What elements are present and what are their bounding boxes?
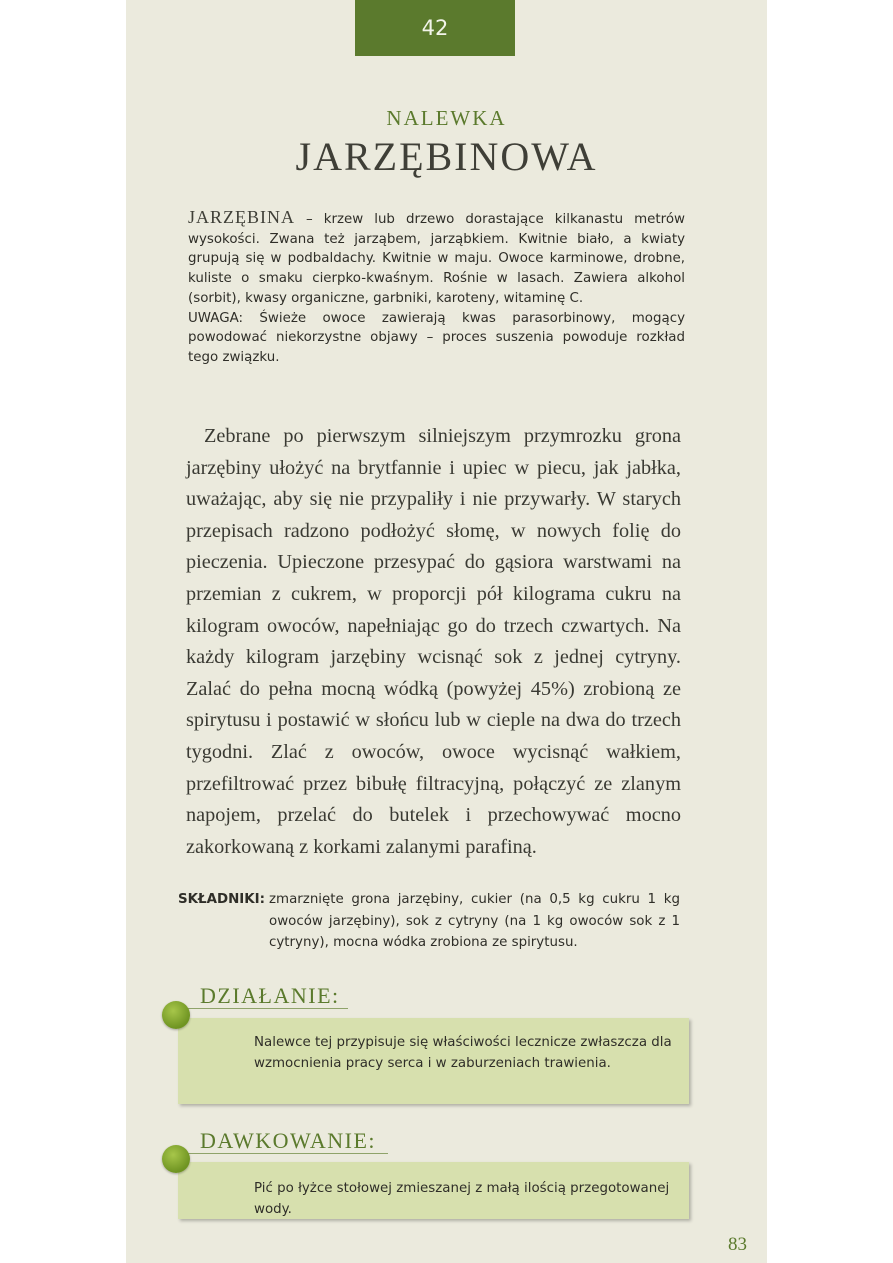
action-text: Nalewce tej przypisuje się właściwości lecznicze zwłaszcza dla wzmocnienia pracy serca i w zaburzeniach trawienia. bbox=[254, 1035, 672, 1071]
page-title: JARZĘBINOWA bbox=[295, 134, 598, 179]
dosage-heading-underline bbox=[188, 1153, 388, 1154]
dosage-text: Pić po łyżce stołowej zmieszanej z małą ilością przegotowanej wody. bbox=[254, 1181, 670, 1217]
intro-paragraph bbox=[188, 208, 685, 368]
chapter-number-tab bbox=[355, 0, 515, 56]
action-heading: DZIAŁANIE: bbox=[200, 983, 340, 1008]
dosage-heading: DAWKOWANIE: bbox=[200, 1128, 377, 1153]
dosage-bullet-icon bbox=[162, 1145, 190, 1173]
recipe-text bbox=[186, 421, 681, 863]
intro-warning: UWAGA: Świeże owoce zawierają kwas parasorbinowy, mogący powodować niekorzystne objawy – proces suszenia powoduje rozkład tego związku. bbox=[188, 310, 685, 365]
ingredients-block bbox=[178, 889, 683, 954]
action-box bbox=[178, 1018, 689, 1104]
book-page bbox=[126, 0, 767, 1263]
ingredients-label: SKŁADNIKI: bbox=[178, 892, 265, 907]
page-number: 83 bbox=[728, 1234, 747, 1255]
recipe-paragraph: Zebrane po pierwszym silniejszym przymrozku grona jarzębiny ułożyć na brytfannie i upiec w piecu, jak jabłka, uważając, aby się nie przypaliły i nie przywarły. W starych przepisach radzono podłożyć słomę, w nowych folię do pieczenia. Upieczone przesypać do gąsiora warstwami na przemian z cukrem, w proporcji pół kilograma cukru na kilogram owoców, napełniając go do trzech czwartych. Na każdy kilogram jarzębiny wcisnąć sok z jednej cytryny. Zalać do pełna mocną wódką (powyżej 45%) zrobioną ze spirytusu i postawić w słońcu lub w cieple na dwa do trzech tygodni. Zlać z owoców, owoce wycisnąć wałkiem, przefiltrować przez bibułę filtracyjną, połączyć ze zlanym napojem, przelać do butelek i przechowywać mocno zakorkowaną z korkami zalanymi parafiną. bbox=[186, 425, 681, 858]
chapter-number: 42 bbox=[421, 16, 449, 40]
action-bullet-icon bbox=[162, 1001, 190, 1029]
title-kicker: NALEWKA bbox=[386, 106, 507, 130]
ingredients-text: zmarznięte grona jarzębiny, cukier (na 0,5 kg cukru 1 kg owoców jarzębiny), sok z cytryny (na 1 kg owoców sok z 1 cytryny), mocna wódka zrobiona ze spirytusu. bbox=[269, 892, 680, 950]
dosage-box bbox=[178, 1162, 689, 1219]
intro-lead-word: JARZĘBINA bbox=[188, 207, 295, 227]
intro-text: – krzew lub drzewo dorastające kilkanastu metrów wysokości. Zwana też jarząbem, jarząbkiem. Kwitnie biało, a kwiaty grupują się w podbaldachy. Kwitnie w maju. Owoce karminowe, drobne, kuliste o smaku cierpko-kwaśnym. Rośnie w lasach. Zawiera alkohol (sorbit), kwasy organiczne, garbniki, karoteny, witaminę C. bbox=[188, 212, 685, 306]
action-heading-underline bbox=[188, 1008, 348, 1009]
